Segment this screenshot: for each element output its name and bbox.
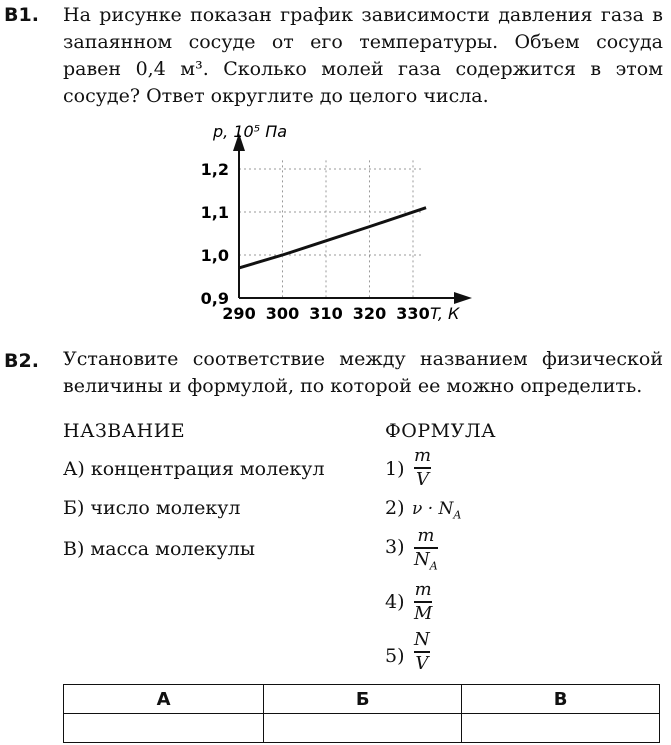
x-tick-label: 310 xyxy=(309,304,343,323)
pressure-line xyxy=(239,208,426,268)
answer-cell-a[interactable] xyxy=(64,714,264,743)
y-tick-label: 1,0 xyxy=(200,246,229,265)
task-b1-label: В1. xyxy=(4,4,39,26)
names-header: НАЗВАНИЕ xyxy=(63,420,186,442)
answer-header-v: В xyxy=(462,685,660,714)
answer-cell-b[interactable] xyxy=(264,714,462,743)
formula-number-2: 2) xyxy=(385,497,405,519)
task-b2-text: Установите соответствие между названием физической величины и формулой, по которой ее можно определить. xyxy=(63,348,663,397)
x-axis-label: T, К xyxy=(430,304,460,323)
y-axis-label: p, 10⁵ Па xyxy=(213,123,288,141)
x-tick-label: 300 xyxy=(265,304,300,323)
formula-5: N V xyxy=(414,629,430,674)
name-item-b: Б) число молекул xyxy=(63,497,241,519)
formulas-header: ФОРМУЛА xyxy=(385,420,497,442)
formula-number-4: 4) xyxy=(385,591,405,613)
formula-number-5: 5) xyxy=(385,645,405,667)
formula-4: m M xyxy=(414,579,433,624)
formula-3: m $N_A$ xyxy=(414,525,438,573)
y-tick-label: 1,2 xyxy=(200,160,229,179)
task-b1-text: На рисунке показан график зависимости давления газа в запаянном сосуде от его температуры. Объем сосуда равен 0,4 м³. Сколько молей газа содержится в этом сосуде? Ответ округлите до целого числа. xyxy=(63,4,663,107)
x-tick-label: 290 xyxy=(222,304,256,323)
answer-cell-v[interactable] xyxy=(462,714,660,743)
y-tick-label: 0,9 xyxy=(200,289,229,308)
answer-header-b: Б xyxy=(264,685,462,714)
formula-2: $\nu \cdot N_A$ xyxy=(412,499,462,522)
formula-number-3: 3) xyxy=(385,536,405,558)
x-tick-label: 320 xyxy=(352,304,387,323)
name-item-a: А) концентрация молекул xyxy=(63,458,325,480)
pressure-temperature-chart xyxy=(0,123,671,323)
formula-number-1: 1) xyxy=(385,458,405,480)
answer-table xyxy=(63,684,660,743)
answer-header-a: А xyxy=(64,685,264,714)
x-axis-arrow xyxy=(454,292,472,304)
task-b2-label: В2. xyxy=(4,350,39,372)
y-tick-label: 1,1 xyxy=(200,203,229,222)
name-item-v: В) масса молекулы xyxy=(63,538,255,560)
x-tick-label: 330 xyxy=(396,304,430,323)
formula-1: m V xyxy=(414,445,432,490)
